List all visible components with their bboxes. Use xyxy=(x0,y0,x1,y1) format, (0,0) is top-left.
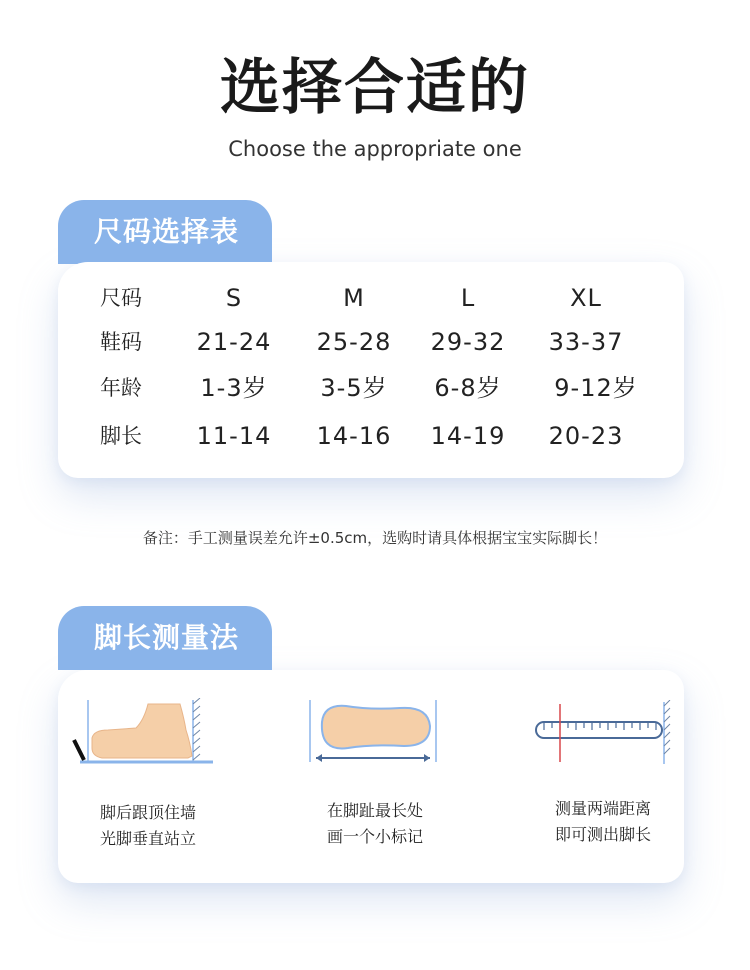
step-1-line-2: 光脚垂直站立 xyxy=(99,829,196,848)
table-row xyxy=(58,322,684,362)
size-chart-tab: 尺码选择表 xyxy=(58,200,272,264)
foot-against-wall-icon xyxy=(68,698,218,770)
shoe-size-cell: 25-28 xyxy=(316,328,392,356)
size-cell: L xyxy=(460,284,476,312)
footprint-mark-icon xyxy=(300,696,450,768)
shoe-size-cell: 21-24 xyxy=(196,328,272,356)
step-3-line-2: 即可测出脚长 xyxy=(554,825,651,844)
size-cell: XL xyxy=(570,284,602,312)
age-cell: 3-5岁 xyxy=(320,374,388,402)
row-label: 鞋码 xyxy=(100,330,142,354)
table-row xyxy=(58,416,684,456)
step-2-line-1: 在脚趾最长处 xyxy=(326,801,423,820)
foot-length-cell: 14-19 xyxy=(430,422,506,450)
step-3-text xyxy=(528,796,678,848)
foot-length-cell: 14-16 xyxy=(316,422,392,450)
step-1-text xyxy=(78,800,218,852)
row-label: 年龄 xyxy=(100,376,142,400)
foot-length-cell: 11-14 xyxy=(196,422,272,450)
size-cell: M xyxy=(343,284,365,312)
step-1-line-1: 脚后跟顶住墙 xyxy=(99,803,196,822)
page-title: 选择合适的 xyxy=(220,53,530,123)
table-row xyxy=(58,278,684,318)
age-cell: 9-12岁 xyxy=(554,374,638,402)
shoe-size-cell: 33-37 xyxy=(548,328,624,356)
age-cell: 1-3岁 xyxy=(200,374,268,402)
measure-tab: 脚长测量法 xyxy=(58,606,272,670)
step-2-line-2: 画一个小标记 xyxy=(326,827,423,846)
page-subtitle: Choose the appropriate one xyxy=(228,137,522,161)
step-3-line-1: 测量两端距离 xyxy=(554,799,651,818)
shoe-size-cell: 29-32 xyxy=(430,328,506,356)
size-cell: S xyxy=(225,284,243,312)
step-2-text xyxy=(300,798,450,850)
row-label: 尺码 xyxy=(100,286,142,310)
note-text: 备注：手工测量误差允许±0.5cm，选购时请具体根据宝宝实际脚长！ xyxy=(142,529,608,547)
row-label: 脚长 xyxy=(100,424,142,448)
age-cell: 6-8岁 xyxy=(434,374,502,402)
foot-length-cell: 20-23 xyxy=(548,422,624,450)
ruler-measure-icon xyxy=(530,700,680,768)
table-row xyxy=(58,368,684,408)
